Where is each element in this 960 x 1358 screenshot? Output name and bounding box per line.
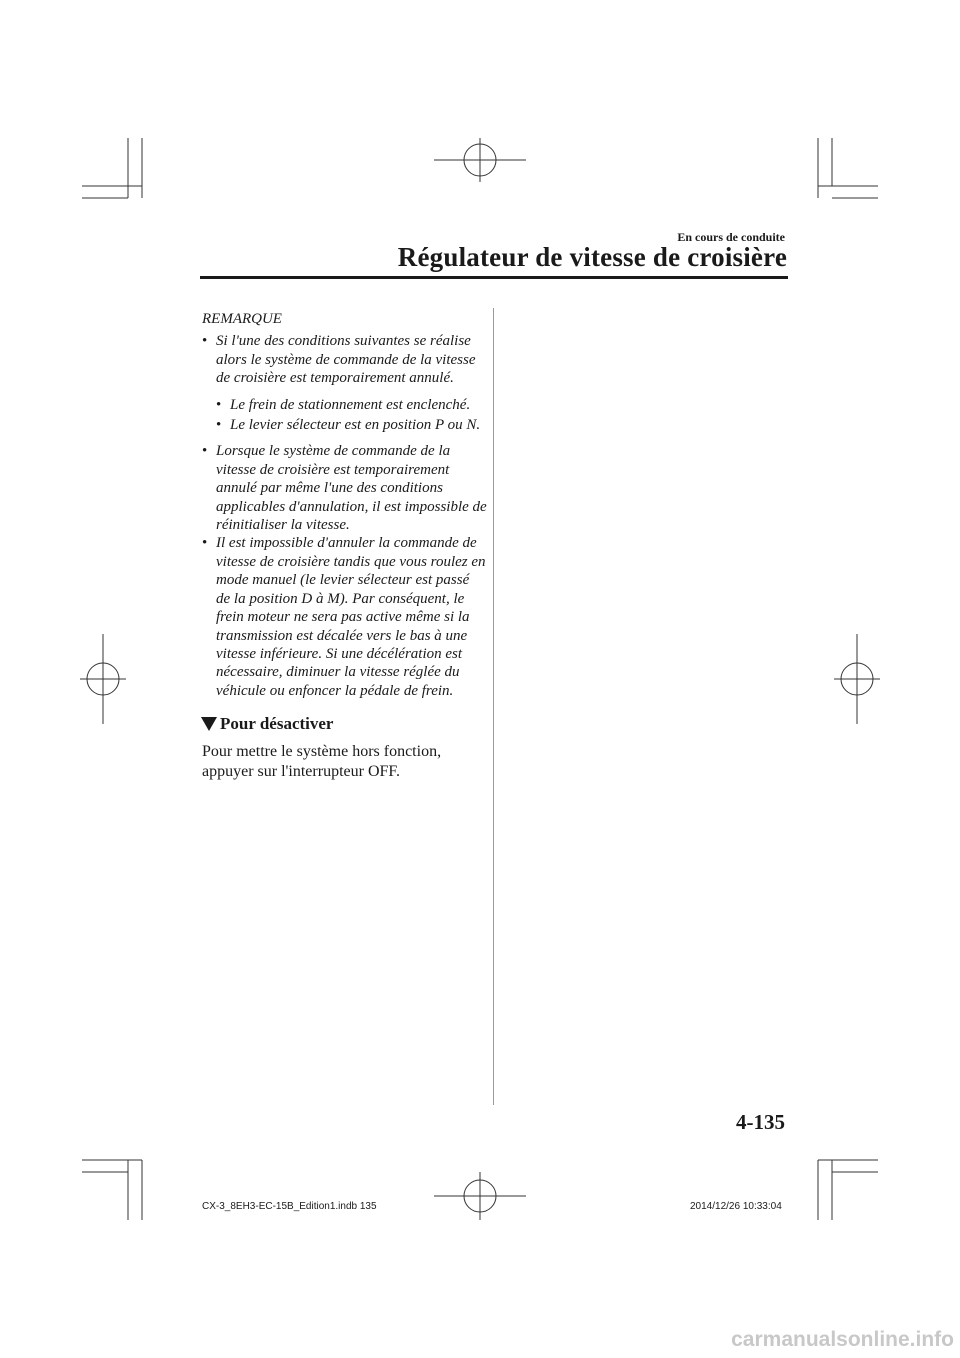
condition-sub-list (202, 396, 487, 435)
section-label: En cours de conduite (677, 230, 785, 244)
note-title: REMARQUE (202, 311, 282, 327)
bullet-glyph: • (202, 443, 208, 460)
triangle-down-icon (201, 717, 217, 731)
note-bullet-text: Lorsque le système de commande de la vitesse de croisière est temporairement annulé par même l'une des conditions applicables d'annulation, il est impossible de réinitialiser la vitesse. (216, 443, 487, 534)
sub-bullet (216, 396, 487, 414)
column-divider (493, 308, 494, 1105)
page-title: Régulateur de vitesse de croisière (397, 242, 787, 272)
bullet-glyph: • (202, 333, 208, 350)
deactivate-body: Pour mettre le système hors fonction, appuyer sur l'interrupteur OFF. (202, 743, 442, 781)
sub-bullet-text: Le frein de stationnement est enclenché. (230, 396, 471, 413)
registration-target-right (834, 634, 880, 724)
registration-target-left (80, 634, 126, 724)
sub-bullet-text: Le levier sélecteur est en position P ou N. (230, 417, 481, 434)
note-block (202, 310, 487, 700)
note-bullet (202, 332, 487, 387)
note-bullet (202, 442, 487, 534)
registration-target-top (434, 138, 526, 182)
header-rule (200, 276, 788, 279)
bullet-glyph: • (216, 417, 222, 434)
watermark-text: carmanualsonline.info (731, 1328, 954, 1351)
bullet-glyph: • (202, 535, 208, 552)
note-bullet-text: Il est impossible d'annuler la commande de vitesse de croisière tandis que vous roulez en mode manuel (le levier sélecteur est passé de la position D à M). Par conséquent, le frein moteur ne sera pas active même si la transmission est décalée vers le bas à une vitesse inférieure. Si une décélération est nécessaire, diminuer la vitesse réglée du véhicule ou enfoncer la pédale de frein. (216, 535, 486, 699)
deactivate-heading-text: Pour désactiver (220, 714, 334, 734)
note-bullet-text: Si l'une des conditions suivantes se réalise alors le système de commande de la vitesse de croisière est temporairement annulé. (216, 333, 476, 387)
bullet-glyph: • (216, 396, 222, 413)
print-date-info: 2014/12/26 10:33:04 (690, 1201, 782, 1212)
content-column (202, 310, 487, 782)
page-number: 4-135 (736, 1110, 785, 1134)
deactivate-heading (202, 714, 487, 734)
registration-target-bottom (434, 1172, 526, 1220)
note-bullet (202, 534, 487, 700)
sub-bullet (216, 416, 487, 434)
print-file-info: CX-3_8EH3-EC-15B_Edition1.indb 135 (202, 1201, 377, 1212)
